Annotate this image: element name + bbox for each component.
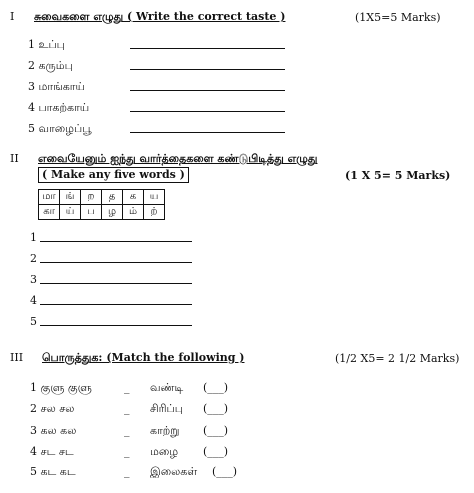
- section-2-heading: எவையேனும் ஐந்து வார்த்தைகளை கண்டுபிடித்து எழுது: [38, 152, 318, 165]
- answer-line[interactable]: [40, 325, 192, 326]
- section-2-subheading: ( Make any five words ): [38, 167, 189, 183]
- section-1-item-5: 5 வாழைப்பூ: [28, 122, 92, 135]
- letter-cell: ற: [81, 190, 102, 205]
- section-3-marks: (1/2 X5= 2 1/2 Marks): [335, 352, 460, 365]
- letter-cell: ய்: [60, 205, 81, 220]
- answer-line[interactable]: [40, 262, 192, 263]
- section-1-item-3: 3 மாங்காய்: [28, 80, 85, 93]
- answer-line[interactable]: [130, 132, 285, 133]
- letter-cell: ங்: [60, 190, 81, 205]
- letter-cell: ற்: [144, 205, 165, 220]
- letter-cell: த: [102, 190, 123, 205]
- section-2-number: II: [10, 152, 19, 165]
- section-1-number: I: [10, 10, 15, 23]
- match-right-item: மழை: [150, 445, 179, 458]
- section-3-number: III: [10, 351, 24, 364]
- answer-blank[interactable]: (___): [203, 402, 229, 415]
- answer-blank[interactable]: (___): [203, 424, 229, 437]
- section-2-item-3: 3: [30, 273, 37, 286]
- section-1-heading: சுவைகளை எழுது ( Write the correct taste ): [34, 10, 286, 23]
- match-right-item: இலைகள்: [150, 465, 198, 478]
- match-dash: _: [124, 424, 130, 437]
- section-3-heading: பொருத்துக: (Match the following ): [42, 351, 245, 364]
- letter-grid-row: [39, 205, 165, 220]
- section-2-item-4: 4: [30, 294, 37, 307]
- section-1-marks: (1X5=5 Marks): [355, 11, 441, 24]
- letter-grid: [38, 189, 165, 220]
- answer-line[interactable]: [130, 69, 285, 70]
- section-1-item-2: 2 கரும்பு: [28, 59, 73, 72]
- letter-cell: ய: [144, 190, 165, 205]
- letter-grid-row: [39, 190, 165, 205]
- letter-cell: க: [123, 190, 144, 205]
- section-1-item-4: 4 பாகற்காய்: [28, 101, 90, 114]
- match-left-item: 3 கல கல: [30, 424, 77, 437]
- answer-line[interactable]: [40, 241, 192, 242]
- section-2-item-1: 1: [30, 231, 37, 244]
- answer-blank[interactable]: (___): [212, 465, 238, 478]
- section-1-item-1: 1 உப்பு: [28, 38, 65, 51]
- match-dash: _: [124, 465, 130, 478]
- answer-blank[interactable]: (___): [203, 445, 229, 458]
- letter-cell: ம்: [123, 205, 144, 220]
- match-right-item: காற்று: [150, 424, 180, 437]
- answer-blank[interactable]: (___): [203, 381, 229, 394]
- section-2-item-5: 5: [30, 315, 37, 328]
- match-left-item: 1 குளு குளு: [30, 381, 92, 394]
- match-right-item: சிரிப்பு: [150, 402, 183, 415]
- letter-cell: ப: [81, 205, 102, 220]
- section-2-marks: (1 X 5= 5 Marks): [345, 169, 451, 182]
- match-dash: _: [124, 402, 130, 415]
- match-left-item: 2 சல சல: [30, 402, 75, 415]
- answer-line[interactable]: [130, 111, 285, 112]
- answer-line[interactable]: [130, 48, 285, 49]
- section-2-item-2: 2: [30, 252, 37, 265]
- match-right-item: வண்டி: [150, 381, 184, 394]
- letter-cell: ழ: [102, 205, 123, 220]
- match-left-item: 4 சட சட: [30, 445, 74, 458]
- match-left-item: 5 கட கட: [30, 465, 76, 478]
- answer-line[interactable]: [40, 304, 192, 305]
- letter-cell: கா: [39, 205, 60, 220]
- letter-cell: மா: [39, 190, 60, 205]
- answer-line[interactable]: [130, 90, 285, 91]
- answer-line[interactable]: [40, 283, 192, 284]
- match-dash: _: [124, 381, 130, 394]
- match-dash: _: [124, 445, 130, 458]
